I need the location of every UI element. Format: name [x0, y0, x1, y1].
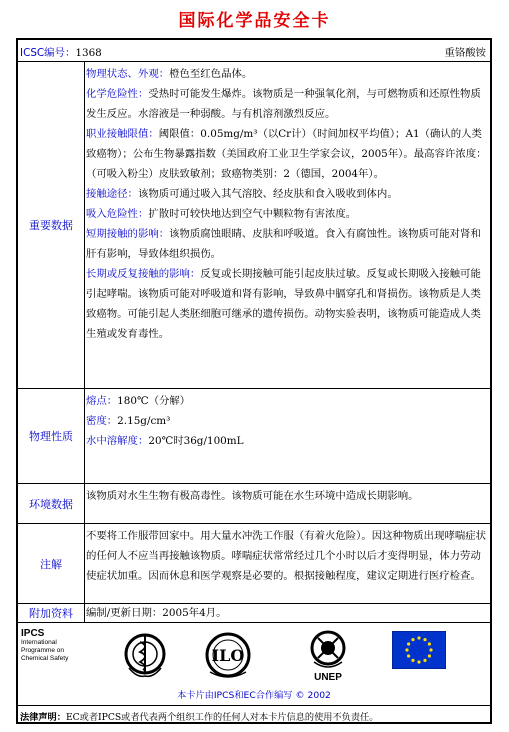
eu-star-icon — [428, 654, 431, 657]
eu-star-icon — [411, 638, 414, 641]
eu-star-icon — [407, 642, 410, 645]
ipcs-logo-text: IPCS International Programme on Chemical Safety — [21, 628, 69, 662]
physical-properties-label: 物理性质 — [18, 389, 85, 483]
eu-star-icon — [411, 659, 414, 662]
footer-logos — [18, 623, 490, 706]
important-data-label: 重要数据 — [18, 62, 85, 388]
eu-star-icon — [417, 660, 420, 663]
physical-properties-content: 熔点：180℃（分解） 密度：2.15g/cm³ 水中溶解度：20℃时36g/100mL — [86, 395, 244, 447]
additional-info-label: 附加资料 — [18, 603, 85, 622]
eu-star-icon — [423, 638, 426, 641]
icsc-header-row — [18, 40, 490, 62]
eu-star-icon — [429, 648, 432, 651]
environment-text: 该物质对水生生物有极高毒性。该物质可能在水生环境中造成长期影响。 — [86, 490, 419, 502]
environment-label: 环境数据 — [18, 484, 85, 523]
ilo-logo-icon — [204, 628, 252, 682]
important-data-content: 物理状态、外观：橙色至红色晶体。 化学危险性：受热时可能发生爆炸。该物质是一种强氧化剂，与可燃物质和还原性物质发生反应。水溶液是一种弱酸。与有机溶剂激烈反应。 职业接触限值：阈限值：0.05mg/m³（以Cr计）（时间加权平均值）；A1（确认的人类致癌物）；公布生物暴露指数（美国政府工业卫生学家会议，2005年）。最高容许浓度：（可吸入粉尘）皮肤致敏剂；致癌物类别：2（德国，2004年）。 接触途径：该物质可通过吸入其气溶胶、经皮肤和食入吸收到体内。 吸入危险性：扩散时可较快地达到空气中颗粒物有害浓度。 短期接触的影响：该物质腐蚀眼睛、皮肤和呼吸道。食入有腐蚀性。该物质可能对肾和肝有影响，导致体组织损伤。 长期或反复接触的影响：反复或长期接触可能引起皮肤过敏。反复或长期吸入接触可能引起哮喘。该物质可能对呼吸道和肾有影响，导致鼻中膈穿孔和肾损伤。该物质是人类致癌物。可能引起人类胚细胞可继承的遗传损伤。动物实验表明，该物质可能造成人类生殖或发育毒性。 — [86, 68, 487, 340]
eu-star-icon — [417, 636, 420, 639]
additional-info-text: 编制/更新日期：2005年4月。 — [86, 607, 227, 619]
eu-star-icon — [407, 654, 410, 657]
physical-properties-row — [18, 389, 490, 484]
notes-row — [18, 524, 490, 604]
safety-card — [16, 38, 492, 724]
eu-star-icon — [405, 648, 408, 651]
notes-text: 不要将工作服带回家中。用大量水冲洗工作服（有着火危险）。因这种物质出现哮喘症状的任何人不应当再接触该物质。哮喘症状常常经过几个小时以后才变得明显，体力劳动使症状加重。因而休息和医学观察是必要的。根据接触程度，建议定期进行医疗检查。 — [86, 530, 487, 582]
icsc-number: ICSC编号：1368 — [20, 47, 102, 59]
environment-row — [18, 484, 490, 524]
notes-label: 注解 — [18, 524, 85, 603]
unep-label: UNEP — [314, 672, 342, 683]
eu-flag-icon — [392, 631, 446, 669]
chemical-name: 重铬酸铵 — [444, 47, 486, 59]
svg-text:ILO: ILO — [211, 646, 245, 665]
who-logo-icon — [123, 628, 167, 682]
legal-disclaimer: 法律声明：EC或者IPCS或者代表两个组织工作的任何人对本卡片信息的使用不负责任。 — [20, 712, 379, 723]
important-data-row — [18, 62, 490, 389]
card-title: 国际化学品安全卡 — [178, 11, 331, 31]
additional-info-row — [18, 603, 490, 623]
eu-star-icon — [423, 659, 426, 662]
eu-star-icon — [428, 642, 431, 645]
footer-caption: 本卡片由IPCS和EC合作编写 © 2002 — [177, 690, 331, 701]
